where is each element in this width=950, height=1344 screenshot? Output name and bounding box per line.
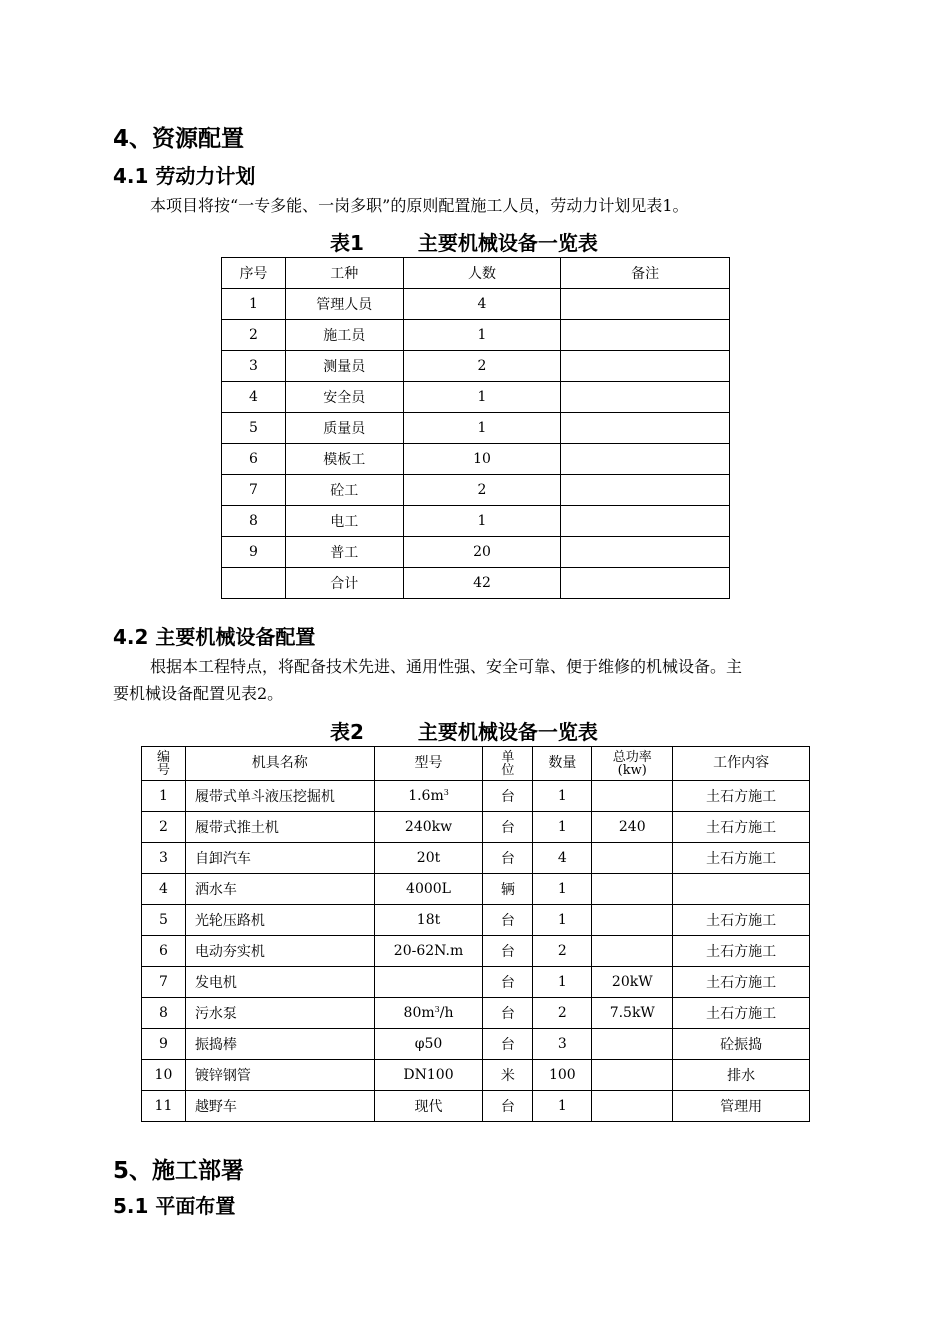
table-cell: 辆 xyxy=(483,874,533,905)
table-row xyxy=(222,444,730,475)
table-row xyxy=(142,812,810,843)
table-row xyxy=(142,998,810,1029)
table-cell: 5 xyxy=(222,413,286,444)
header-cell-qty: 数量 xyxy=(533,747,592,781)
section-5-1-heading: 5.1 平面布置 xyxy=(113,1194,236,1218)
table-row xyxy=(142,874,810,905)
section-4-heading: 4、资源配置 xyxy=(113,126,245,152)
table-header-row xyxy=(142,747,810,781)
table-cell xyxy=(673,874,810,905)
table-cell: DN100 xyxy=(374,1060,483,1091)
table-cell: 台 xyxy=(483,812,533,843)
table-cell: 4 xyxy=(403,289,561,320)
header-cell: 序号 xyxy=(222,258,286,289)
table-cell: 8 xyxy=(142,998,186,1029)
table-cell: 2 xyxy=(222,320,286,351)
table-cell: 7 xyxy=(222,475,286,506)
header-cell: 备注 xyxy=(561,258,730,289)
table-total-row xyxy=(222,568,730,599)
table-cell: 镀锌钢管 xyxy=(185,1060,374,1091)
table-row xyxy=(142,843,810,874)
table-cell: 台 xyxy=(483,998,533,1029)
table-cell: 1 xyxy=(533,905,592,936)
table-cell xyxy=(561,413,730,444)
header-cell-power: 总功率 (kw) xyxy=(592,747,673,781)
table-header-row xyxy=(222,258,730,289)
table-row xyxy=(142,1029,810,1060)
table-cell: 砼工 xyxy=(285,475,403,506)
table-cell: 合计 xyxy=(285,568,403,599)
table-cell: 电动夯实机 xyxy=(185,936,374,967)
table-cell: 米 xyxy=(483,1060,533,1091)
section-4-2-paragraph-line2: 要机械设备配置见表2。 xyxy=(113,684,284,703)
table-row xyxy=(222,537,730,568)
table-cell xyxy=(561,320,730,351)
section-4-1-paragraph: 本项目将按“一专多能、一岗多职”的原则配置施工人员，劳动力计划见表1。 xyxy=(150,196,689,215)
table-cell: 11 xyxy=(142,1091,186,1122)
table-cell: 20 xyxy=(403,537,561,568)
table-row xyxy=(142,781,810,812)
table-cell xyxy=(561,382,730,413)
table-cell: 42 xyxy=(403,568,561,599)
section-4-2-heading: 4.2 主要机械设备配置 xyxy=(113,625,316,649)
table2-caption-title: 主要机械设备一览表 xyxy=(417,720,598,744)
table-cell: 3 xyxy=(142,843,186,874)
table-row xyxy=(142,936,810,967)
table-cell: 普工 xyxy=(285,537,403,568)
table-cell xyxy=(561,506,730,537)
table-cell: 5 xyxy=(142,905,186,936)
header-cell: 工种 xyxy=(285,258,403,289)
table-cell: 4 xyxy=(533,843,592,874)
table-cell: 1 xyxy=(533,874,592,905)
table-cell xyxy=(592,843,673,874)
table-cell: 18t xyxy=(374,905,483,936)
table-cell: 20-62N.m xyxy=(374,936,483,967)
section-4-2-paragraph-line1: 根据本工程特点，将配备技术先进、通用性强、安全可靠、便于维修的机械设备。主 xyxy=(150,657,743,676)
table-cell: 20kW xyxy=(592,967,673,998)
table-cell: 240kw xyxy=(374,812,483,843)
table-cell xyxy=(561,475,730,506)
table-cell: 测量员 xyxy=(285,351,403,382)
table-cell: 9 xyxy=(142,1029,186,1060)
table-row xyxy=(222,289,730,320)
header-cell-unit: 单 位 xyxy=(483,747,533,781)
table-cell: 1 xyxy=(533,967,592,998)
table-cell: 6 xyxy=(222,444,286,475)
table-row xyxy=(222,351,730,382)
table-cell: 质量员 xyxy=(285,413,403,444)
table-cell: 自卸汽车 xyxy=(185,843,374,874)
table-row xyxy=(222,320,730,351)
table-cell: 240 xyxy=(592,812,673,843)
table-cell: 台 xyxy=(483,781,533,812)
table-cell: 台 xyxy=(483,936,533,967)
table-cell: 施工员 xyxy=(285,320,403,351)
table-cell: 发电机 xyxy=(185,967,374,998)
machinery-table xyxy=(141,746,810,1122)
table-cell: 2 xyxy=(533,936,592,967)
table-cell: 排水 xyxy=(673,1060,810,1091)
table-cell: 2 xyxy=(533,998,592,1029)
table-cell: 20t xyxy=(374,843,483,874)
table-cell: 台 xyxy=(483,905,533,936)
table-row xyxy=(222,413,730,444)
table-cell: 3 xyxy=(222,351,286,382)
table1-caption xyxy=(330,227,598,256)
table-cell xyxy=(592,1029,673,1060)
table-cell: 4 xyxy=(222,382,286,413)
table1-caption-title: 主要机械设备一览表 xyxy=(417,231,598,255)
table-cell: 污水泵 xyxy=(185,998,374,1029)
table-cell: 6 xyxy=(142,936,186,967)
table-cell: 土石方施工 xyxy=(673,843,810,874)
header-cell-no: 编 号 xyxy=(142,747,186,781)
table-cell xyxy=(374,967,483,998)
table-cell: 台 xyxy=(483,843,533,874)
table-cell xyxy=(561,289,730,320)
table-cell: 土石方施工 xyxy=(673,967,810,998)
table-cell: $1.6m^3$ xyxy=(374,781,483,812)
table-cell: 台 xyxy=(483,967,533,998)
header-cell-name: 机具名称 xyxy=(185,747,374,781)
table-cell: 1 xyxy=(533,1091,592,1122)
table-row xyxy=(142,1091,810,1122)
table-cell: 7.5kW xyxy=(592,998,673,1029)
table-cell: $80m^3/h$ xyxy=(374,998,483,1029)
table-cell: 土石方施工 xyxy=(673,781,810,812)
table-cell xyxy=(222,568,286,599)
table-cell: 10 xyxy=(403,444,561,475)
table-cell: 光轮压路机 xyxy=(185,905,374,936)
table2-caption-number: 表2 xyxy=(330,720,364,744)
table-cell: 1 xyxy=(403,320,561,351)
table-cell xyxy=(592,905,673,936)
table-cell: 1 xyxy=(403,506,561,537)
table-cell: 安全员 xyxy=(285,382,403,413)
table1-caption-number: 表1 xyxy=(330,231,364,255)
table-cell: 电工 xyxy=(285,506,403,537)
table-cell xyxy=(592,936,673,967)
table-cell xyxy=(561,444,730,475)
table-cell: 砼振捣 xyxy=(673,1029,810,1060)
section-4-1-heading: 4.1 劳动力计划 xyxy=(113,164,256,188)
table-cell xyxy=(592,1060,673,1091)
table-cell: 台 xyxy=(483,1029,533,1060)
table-cell: 越野车 xyxy=(185,1091,374,1122)
header-cell-model: 型号 xyxy=(374,747,483,781)
table-cell: 100 xyxy=(533,1060,592,1091)
table-cell: 台 xyxy=(483,1091,533,1122)
table-cell: 4 xyxy=(142,874,186,905)
table-cell: φ50 xyxy=(374,1029,483,1060)
header-cell-work: 工作内容 xyxy=(673,747,810,781)
table-row xyxy=(142,905,810,936)
table-cell: 土石方施工 xyxy=(673,905,810,936)
header-cell: 人数 xyxy=(403,258,561,289)
table-row xyxy=(222,382,730,413)
table-cell: 7 xyxy=(142,967,186,998)
table-cell: 1 xyxy=(533,781,592,812)
table-cell: 3 xyxy=(533,1029,592,1060)
table-cell: 8 xyxy=(222,506,286,537)
table-cell: 1 xyxy=(222,289,286,320)
table-cell: 1 xyxy=(533,812,592,843)
table-cell: 土石方施工 xyxy=(673,998,810,1029)
table-row xyxy=(222,475,730,506)
table-cell: 履带式推土机 xyxy=(185,812,374,843)
table-cell xyxy=(592,781,673,812)
table-cell: 土石方施工 xyxy=(673,812,810,843)
table-cell: 10 xyxy=(142,1060,186,1091)
table-row xyxy=(142,1060,810,1091)
table2-caption xyxy=(330,716,598,745)
table-cell xyxy=(561,537,730,568)
table-row xyxy=(222,506,730,537)
table-cell: 1 xyxy=(403,413,561,444)
table-cell xyxy=(561,351,730,382)
table-cell: 1 xyxy=(142,781,186,812)
table-cell: 洒水车 xyxy=(185,874,374,905)
table-cell: 管理用 xyxy=(673,1091,810,1122)
table-cell: 履带式单斗液压挖掘机 xyxy=(185,781,374,812)
table-cell xyxy=(592,1091,673,1122)
table-cell: 9 xyxy=(222,537,286,568)
section-5-heading: 5、施工部署 xyxy=(113,1158,245,1184)
table-cell: 2 xyxy=(403,351,561,382)
table-row xyxy=(142,967,810,998)
table-cell: 模板工 xyxy=(285,444,403,475)
table-cell: 现代 xyxy=(374,1091,483,1122)
table-cell: 2 xyxy=(403,475,561,506)
table-cell: 管理人员 xyxy=(285,289,403,320)
table-cell: 振捣棒 xyxy=(185,1029,374,1060)
table-cell: 1 xyxy=(403,382,561,413)
table-cell: 2 xyxy=(142,812,186,843)
labor-plan-table xyxy=(221,257,730,599)
table-cell xyxy=(561,568,730,599)
table-cell: 土石方施工 xyxy=(673,936,810,967)
table-cell: 4000L xyxy=(374,874,483,905)
table-cell xyxy=(592,874,673,905)
